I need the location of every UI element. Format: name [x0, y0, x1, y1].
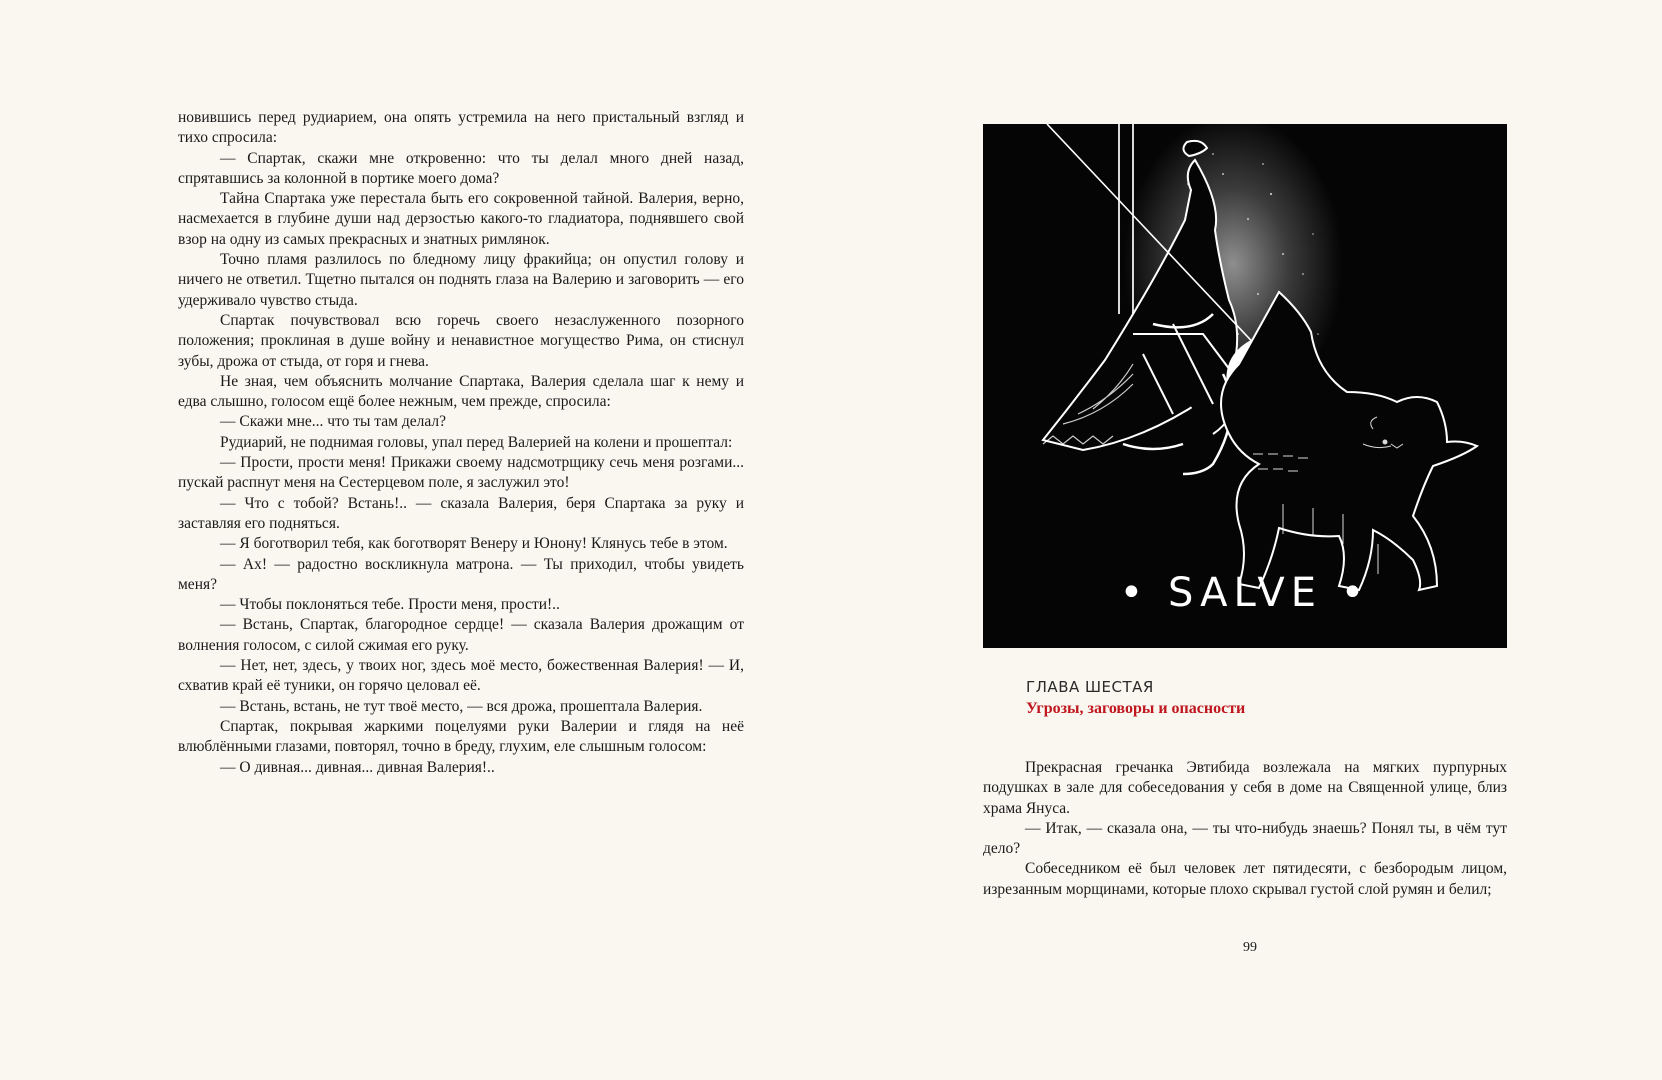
paragraph: новившись перед рудиарием, она опять устремила на него пристальный взгляд и тихо спросила:	[178, 109, 744, 147]
woman-and-dog-engraving	[983, 124, 1507, 648]
paragraph: Рудиарий, не поднимая головы, упал перед Валерией на колени и прошептал:	[220, 433, 733, 451]
paragraph: Спартак, покрывая жаркими поцелуями руки Валерии и глядя на неё влюблёнными глазами, повторял, точно в бреду, глухим, еле слышным голосом:	[178, 717, 744, 756]
chapter-number: ГЛАВА ШЕСТАЯ	[1026, 678, 1154, 696]
paragraph: — Встань, Спартак, благородное сердце! — сказала Валерия дрожащим от волнения голосом, с силой сжимая его руку.	[178, 616, 744, 654]
paragraph: — Нет, нет, здесь, у твоих ног, здесь моё место, божественная Валерия! — И, схватив край её туники, он горячо целовал её.	[178, 657, 744, 695]
paragraph: Прекрасная гречанка Эвтибида возлежала на мягких пурпурных подушках в зале для собеседования у себя в доме на Священной улице, близ храма Януса.	[983, 759, 1507, 817]
paragraph: — Итак, — сказала она, — ты что-нибудь знаешь? Понял ты, в чём тут дело?	[983, 819, 1507, 858]
paragraph: Собеседником её был человек лет пятидесяти, с безбородым лицом, изрезанным морщинами, которые плохо скрывал густой слой румян и белил;	[983, 860, 1507, 898]
paragraph: — О дивная... дивная... дивная Валерия!..	[220, 758, 495, 776]
paragraph: — Чтобы поклоняться тебе. Прости меня, прости!..	[220, 596, 560, 614]
salve-inscription: • SALVE •	[1119, 570, 1371, 616]
chapter-heading	[1026, 676, 1506, 720]
paragraph: Точно пламя разлилось по бледному лицу фракийца; он опустил голову и ничего не ответил. Тщетно пытался он поднять глаза на Валерию и заговорить — его удерживало чувство стыда.	[178, 251, 744, 309]
paragraph: — Что с тобой? Встань!.. — сказала Валерия, беря Спартака за руку и заставляя его подняться.	[178, 494, 744, 532]
paragraph: — Ах! — радостно воскликнула матрона. — Ты приходил, чтобы увидеть меня?	[178, 555, 744, 593]
paragraph: Спартак почувствовал всю горечь своего незаслуженного позорного положения; проклиная в душе войну и ненавистное могущество Рима, он стиснул зубы, дрожа от стыда, от горя и гнева.	[178, 311, 744, 370]
page-number: 99	[1243, 940, 1257, 955]
right-page-text	[983, 758, 1507, 900]
paragraph: Тайна Спартака уже перестала быть его сокровенной тайной. Валерия, верно, насмехается в глубине души над дерзостью какого-то гладиатора, поднявшего свой взор на одну из самых прекрасных и знатных римлянок.	[178, 190, 744, 248]
paragraph: — Прости, прости меня! Прикажи своему надсмотрщику сечь меня розгами... пускай распнут меня на Сестерцевом поле, я заслужил это!	[178, 454, 744, 492]
paragraph: — Встань, встань, не тут твоё место, — вся дрожа, прошептала Валерия.	[220, 697, 703, 715]
paragraph: — Спартак, скажи мне откровенно: что ты делал много дней назад, спрятавшись за колонной в портике моего дома?	[178, 149, 744, 187]
paragraph: Не зная, чем объяснить молчание Спартака, Валерия сделала шаг к нему и едва слышно, голосом ещё более нежным, чем прежде, спросила:	[178, 372, 744, 411]
chapter-title: Угрозы, заговоры и опасности	[1026, 700, 1246, 717]
paragraph: — Скажи мне... что ты там делал?	[220, 413, 446, 431]
paragraph: — Я боготворил тебя, как боготворят Венеру и Юнону! Клянусь тебе в этом.	[220, 535, 728, 553]
chapter-illustration	[983, 124, 1507, 648]
left-page-text	[178, 108, 744, 778]
